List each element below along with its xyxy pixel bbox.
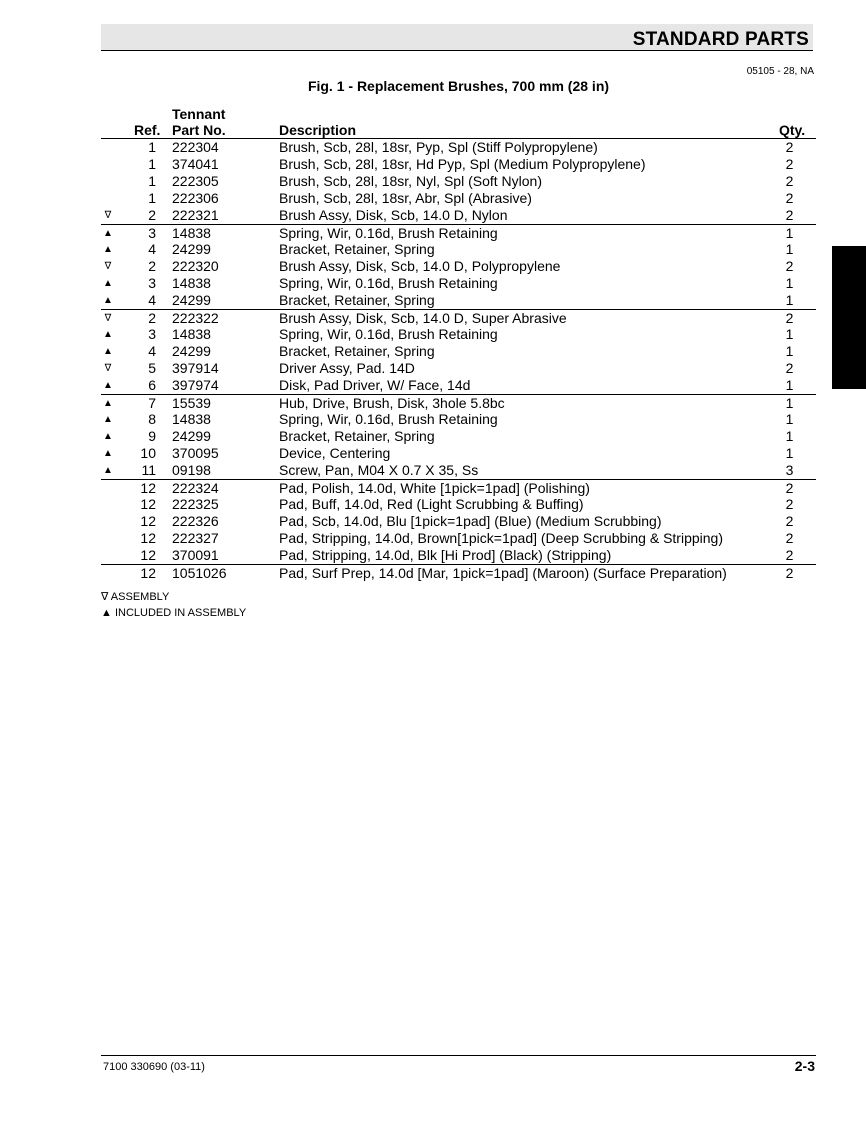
ref-cell: 10 — [140, 445, 156, 461]
table-row — [101, 462, 816, 479]
description-cell: Disk, Pad Driver, W/ Face, 14d — [279, 377, 471, 393]
part-header-line2: Part No. — [172, 122, 226, 138]
qty-cell: 1 — [785, 428, 794, 444]
part-number-cell: 222322 — [172, 310, 219, 326]
part-number-cell: 222327 — [172, 530, 219, 546]
table-row — [101, 258, 816, 275]
description-cell: Spring, Wir, 0.16d, Brush Retaining — [279, 326, 498, 342]
table-row — [101, 564, 816, 581]
ref-cell: 3 — [148, 225, 156, 241]
part-number-cell: 370091 — [172, 547, 219, 563]
part-number-cell: 222304 — [172, 139, 219, 155]
part-number-cell: 222320 — [172, 258, 219, 274]
ref-cell: 12 — [140, 513, 156, 529]
qty-cell: 2 — [785, 496, 794, 512]
ref-cell: 4 — [148, 241, 156, 257]
table-row — [101, 241, 816, 258]
table-row — [101, 207, 816, 224]
description-cell: Brush Assy, Disk, Scb, 14.0 D, Nylon — [279, 207, 508, 223]
table-row — [101, 343, 816, 360]
table-row — [101, 513, 816, 530]
description-cell: Bracket, Retainer, Spring — [279, 428, 435, 444]
qty-cell: 2 — [785, 139, 794, 155]
table-row — [101, 224, 816, 241]
table-row — [101, 173, 816, 190]
part-number-cell: 397914 — [172, 360, 219, 376]
mark-icon: ▲ — [103, 414, 113, 425]
table-row — [101, 190, 816, 207]
table-row — [101, 479, 816, 496]
mark-icon: ∇ — [104, 210, 112, 221]
table-row — [101, 547, 816, 564]
table-row — [101, 530, 816, 547]
qty-cell: 1 — [785, 411, 794, 427]
description-cell: Spring, Wir, 0.16d, Brush Retaining — [279, 275, 498, 291]
part-number-cell: 397974 — [172, 377, 219, 393]
part-number-cell: 24299 — [172, 343, 211, 359]
mark-icon: ▲ — [103, 228, 113, 239]
description-cell: Brush, Scb, 28l, 18sr, Nyl, Spl (Soft Nylon) — [279, 173, 542, 189]
part-header-line1: Tennant — [172, 106, 226, 122]
part-number-cell: 15539 — [172, 395, 211, 411]
description-cell: Screw, Pan, M04 X 0.7 X 35, Ss — [279, 462, 479, 478]
description-cell: Pad, Scb, 14.0d, Blu [1pick=1pad] (Blue) (Medium Scrubbing) — [279, 513, 662, 529]
part-number-cell: 222305 — [172, 173, 219, 189]
part-number-cell: 1051026 — [172, 565, 227, 581]
part-number-cell: 370095 — [172, 445, 219, 461]
table-row — [101, 326, 816, 343]
header-band — [101, 24, 813, 51]
table-row — [101, 139, 816, 156]
part-number-cell: 14838 — [172, 326, 211, 342]
ref-cell: 12 — [140, 496, 156, 512]
qty-cell: 1 — [785, 377, 794, 393]
table-row — [101, 496, 816, 513]
ref-cell: 11 — [141, 462, 156, 478]
ref-cell: 7 — [148, 395, 156, 411]
ref-cell: 5 — [148, 360, 156, 376]
description-cell: Spring, Wir, 0.16d, Brush Retaining — [279, 411, 498, 427]
ref-cell: 4 — [148, 292, 156, 308]
qty-cell: 2 — [785, 565, 794, 581]
ref-cell: 12 — [140, 565, 156, 581]
ref-cell: 8 — [148, 411, 156, 427]
ref-cell: 1 — [148, 173, 156, 189]
description-header: Description — [279, 122, 357, 138]
mark-icon: ▲ — [103, 448, 113, 459]
qty-cell: 3 — [785, 462, 794, 478]
part-number-cell: 222324 — [172, 480, 219, 496]
qty-cell: 1 — [785, 445, 794, 461]
table-row — [101, 309, 816, 326]
mark-icon: ▲ — [103, 346, 113, 357]
footer-rule — [101, 1055, 816, 1056]
table-row — [101, 377, 816, 394]
ref-cell: 12 — [140, 480, 156, 496]
ref-cell: 3 — [148, 275, 156, 291]
part-number-cell: 222306 — [172, 190, 219, 206]
qty-cell: 1 — [785, 395, 794, 411]
part-number-cell: 24299 — [172, 428, 211, 444]
mark-icon: ▲ — [103, 244, 113, 255]
qty-cell: 2 — [785, 173, 794, 189]
part-number-cell: 14838 — [172, 411, 211, 427]
mark-icon: ▲ — [103, 398, 113, 409]
qty-cell: 2 — [785, 156, 794, 172]
table-row — [101, 428, 816, 445]
qty-cell: 2 — [785, 480, 794, 496]
qty-cell: 2 — [785, 513, 794, 529]
qty-cell: 1 — [785, 292, 794, 308]
description-cell: Bracket, Retainer, Spring — [279, 292, 435, 308]
table-row — [101, 360, 816, 377]
mark-icon: ∇ — [104, 261, 112, 272]
ref-cell: 3 — [148, 326, 156, 342]
qty-cell: 1 — [785, 241, 794, 257]
description-cell: Brush Assy, Disk, Scb, 14.0 D, Super Abrasive — [279, 310, 567, 326]
part-number-cell: 14838 — [172, 275, 211, 291]
description-cell: Bracket, Retainer, Spring — [279, 343, 435, 359]
qty-cell: 2 — [785, 258, 794, 274]
qty-header: Qty. — [779, 122, 806, 138]
mark-icon: ∇ — [104, 363, 112, 374]
mark-icon: ▲ — [103, 278, 113, 289]
page-title: STANDARD PARTS — [632, 29, 809, 50]
doc-number: 7100 330690 (03-11) — [103, 1061, 205, 1073]
ref-cell: 1 — [148, 156, 156, 172]
mark-icon: ▲ — [103, 380, 113, 391]
qty-cell: 2 — [785, 360, 794, 376]
part-number-cell: 222321 — [172, 207, 219, 223]
ref-header: Ref. — [134, 122, 161, 138]
description-cell: Brush, Scb, 28l, 18sr, Pyp, Spl (Stiff Polypropylene) — [279, 139, 598, 155]
ref-cell: 1 — [148, 190, 156, 206]
legend-assembly: ∇ ASSEMBLY — [101, 591, 170, 603]
ref-cell: 9 — [148, 428, 156, 444]
mark-icon: ▲ — [103, 431, 113, 442]
description-cell: Brush Assy, Disk, Scb, 14.0 D, Polypropylene — [279, 258, 561, 274]
ref-cell: 12 — [140, 530, 156, 546]
description-cell: Pad, Polish, 14.0d, White [1pick=1pad] (Polishing) — [279, 480, 590, 496]
ref-cell: 4 — [148, 343, 156, 359]
table-row — [101, 411, 816, 428]
table-row — [101, 292, 816, 309]
model-code: 05105 - 28, NA — [746, 66, 814, 77]
ref-cell: 2 — [148, 207, 156, 223]
description-cell: Driver Assy, Pad. 14D — [279, 360, 415, 376]
part-number-cell: 222325 — [172, 496, 219, 512]
description-cell: Brush, Scb, 28l, 18sr, Abr, Spl (Abrasive) — [279, 190, 532, 206]
description-cell: Pad, Stripping, 14.0d, Brown[1pick=1pad] (Deep Scrubbing & Stripping) — [279, 530, 723, 546]
description-cell: Hub, Drive, Brush, Disk, 3hole 5.8bc — [279, 395, 505, 411]
mark-icon: ▲ — [103, 465, 113, 476]
table-row — [101, 156, 816, 173]
part-number-cell: 14838 — [172, 225, 211, 241]
description-cell: Device, Centering — [279, 445, 391, 461]
ref-cell: 2 — [148, 310, 156, 326]
qty-cell: 2 — [785, 547, 794, 563]
qty-cell: 2 — [785, 530, 794, 546]
mark-icon: ∇ — [104, 313, 112, 324]
description-cell: Pad, Surf Prep, 14.0d [Mar, 1pick=1pad] (Maroon) (Surface Preparation) — [279, 565, 727, 581]
mark-icon: ▲ — [103, 329, 113, 340]
part-number-cell: 24299 — [172, 241, 211, 257]
part-number-cell: 09198 — [172, 462, 211, 478]
qty-cell: 2 — [785, 190, 794, 206]
description-cell: Brush, Scb, 28l, 18sr, Hd Pyp, Spl (Medium Polypropylene) — [279, 156, 646, 172]
legend-included: ▲ INCLUDED IN ASSEMBLY — [101, 607, 247, 619]
ref-cell: 12 — [140, 547, 156, 563]
qty-cell: 1 — [785, 275, 794, 291]
parts-table — [101, 139, 816, 581]
qty-cell: 1 — [785, 326, 794, 342]
ref-cell: 1 — [148, 139, 156, 155]
table-row — [101, 445, 816, 462]
description-cell: Bracket, Retainer, Spring — [279, 241, 435, 257]
part-number-cell: 374041 — [172, 156, 219, 172]
qty-cell: 2 — [785, 207, 794, 223]
table-row — [101, 275, 816, 292]
ref-cell: 2 — [148, 258, 156, 274]
mark-icon: ▲ — [103, 295, 113, 306]
ref-cell: 6 — [148, 377, 156, 393]
section-tab — [832, 246, 866, 389]
qty-cell: 1 — [785, 343, 794, 359]
description-cell: Pad, Stripping, 14.0d, Blk [Hi Prod] (Black) (Stripping) — [279, 547, 612, 563]
part-number-cell: 222326 — [172, 513, 219, 529]
description-cell: Pad, Buff, 14.0d, Red (Light Scrubbing & Buffing) — [279, 496, 584, 512]
part-number-cell: 24299 — [172, 292, 211, 308]
table-row — [101, 394, 816, 411]
qty-cell: 1 — [785, 225, 794, 241]
page-number: 2-3 — [794, 1058, 815, 1074]
description-cell: Spring, Wir, 0.16d, Brush Retaining — [279, 225, 498, 241]
qty-cell: 2 — [785, 310, 794, 326]
figure-title: Fig. 1 - Replacement Brushes, 700 mm (28 in) — [307, 78, 610, 94]
